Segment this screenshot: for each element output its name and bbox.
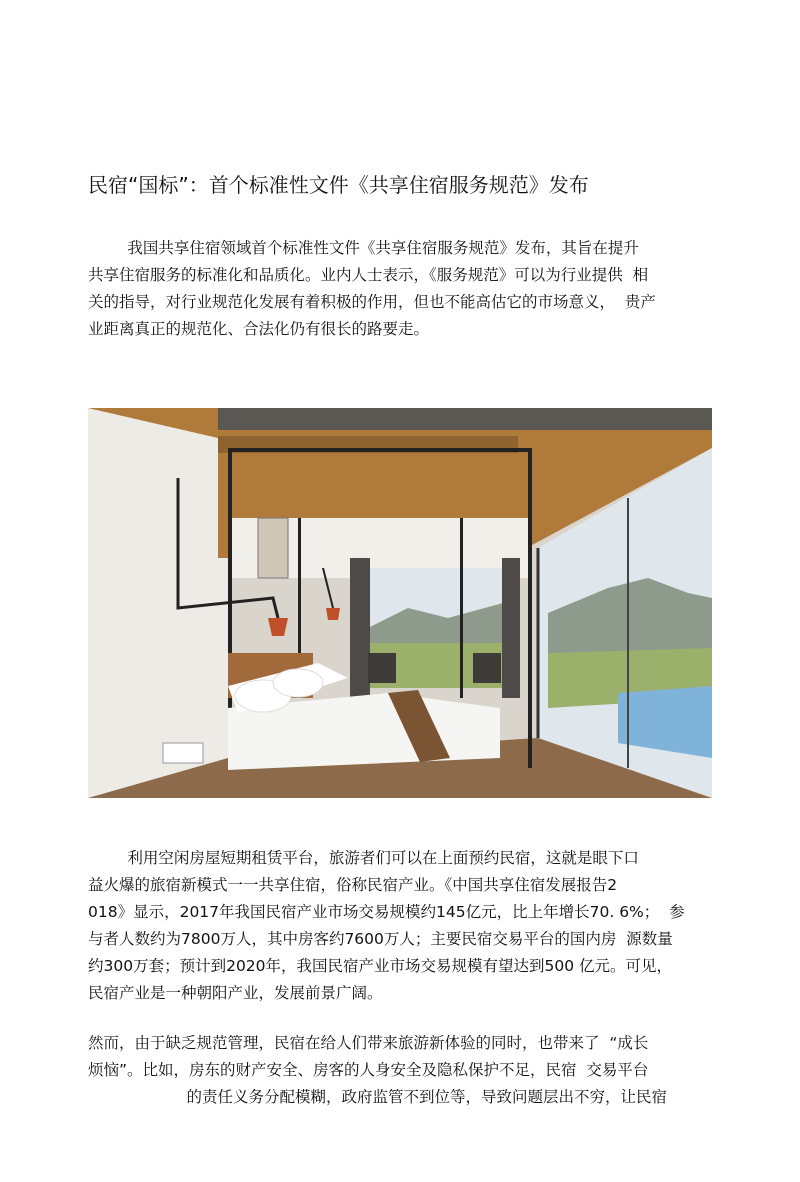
paragraph-line: 然而，由于缺乏规范管理，民宿在给人们带来旅游新体验的同时，也带来了 “成长 (88, 1034, 649, 1052)
article-paragraph-1 (88, 235, 712, 343)
paragraph-line: 我国共享住宿领域首个标准性文件《共享住宿服务规范》发布，其旨在提升 (88, 239, 639, 257)
paragraph-line: 民宿产业是一种朝阳产业，发展前景广阔。 (88, 984, 383, 1002)
paragraph-line: 关的指导，对行业规范化发展有着积极的作用，但也不能高估它的市场意义， 贵产 (88, 293, 656, 311)
paragraph-line: 与者人数约为7800万人，其中房客约7600万人；主要民宿交易平台的国内房 源数量 (88, 930, 673, 948)
article-title: 民宿“国标”：首个标准性文件《共享住宿服务规范》发布 (88, 173, 589, 197)
paragraph-line: 业距离真正的规范化、合法化仍有很长的路要走。 (88, 320, 430, 338)
paragraph-line: 018》显示，2017年我国民宿产业市场交易规模约145亿元，比上年增长70. 6%； 参 (88, 903, 685, 921)
article-photo-bedroom (88, 408, 712, 798)
article-paragraph-3 (88, 1030, 712, 1111)
paragraph-line: 约300万套；预计到2020年，我国民宿产业市场交易规模有望达到500 亿元。可见， (88, 957, 673, 975)
article-paragraph-2 (88, 845, 712, 1007)
paragraph-line: 利用空闲房屋短期租赁平台，旅游者们可以在上面预约民宿，这就是眼下口 (88, 849, 639, 867)
paragraph-line: 的责任义务分配模糊，政府监管不到位等，导致问题层出不穷，让民宿 (88, 1088, 668, 1106)
paragraph-line: 益火爆的旅宿新模式一一共享住宿，俗称民宿产业。《中国共享住宿发展报告2 (88, 876, 618, 894)
paragraph-line: 共享住宿服务的标准化和品质化。业内人士表示，《服务规范》可以为行业提供 相 (88, 266, 649, 284)
paragraph-line: 烦恼”。比如，房东的财产安全、房客的人身安全及隐私保护不足，民宿 交易平台 (88, 1061, 649, 1079)
